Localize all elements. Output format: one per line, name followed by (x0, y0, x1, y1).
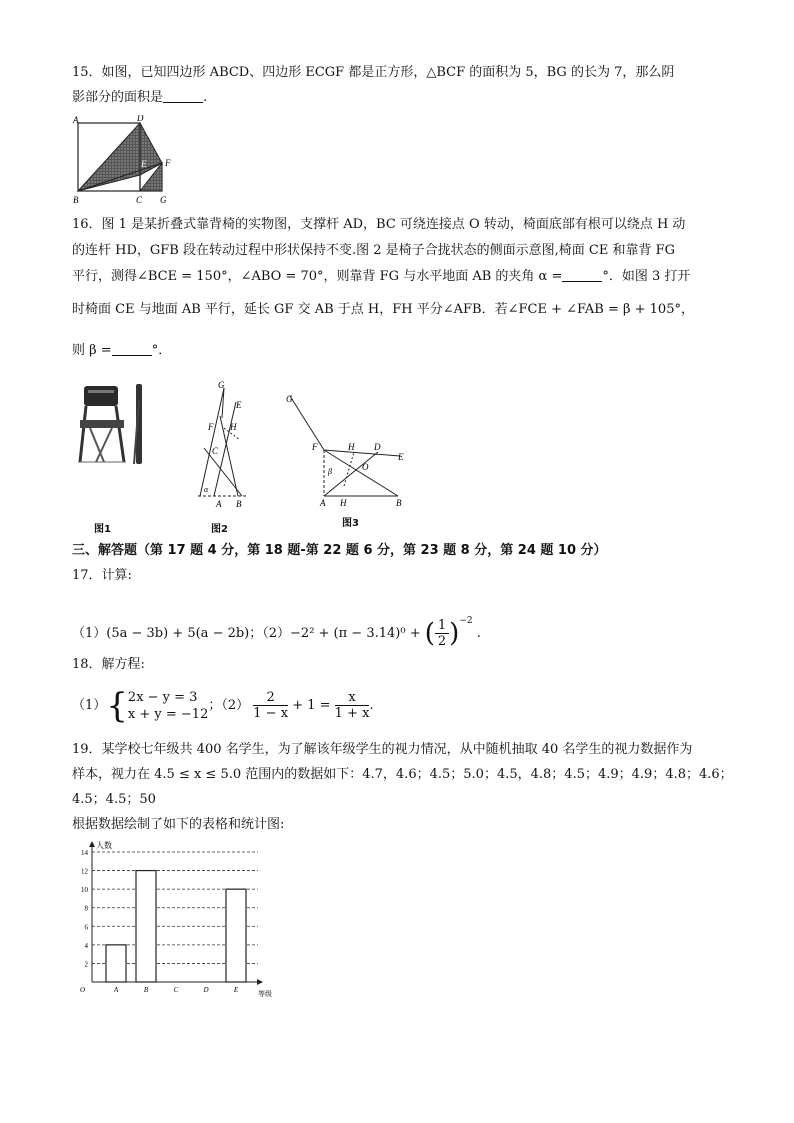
q15-figure (70, 115, 180, 207)
q17-part1-2: （1）(5a − 3b) + 5(a − 2b)；（2）−2² + (π − 3.14)⁰ + (72, 626, 421, 641)
fig3-label: E (398, 452, 404, 462)
q15-label: G (160, 195, 167, 205)
y-tick-label: 8 (84, 904, 88, 913)
q18-frac1-num: 2 (253, 690, 288, 706)
q19-line4: 根据数据绘制了如下的表格和统计图: (72, 817, 285, 832)
q16-line5 (72, 340, 722, 362)
fig3-label: B (396, 498, 402, 508)
q18-title: 18．解方程: (72, 657, 145, 672)
q18-frac2-num: x (335, 690, 370, 706)
fig3-caption: 图3 (342, 518, 359, 529)
y-tick-label: 14 (81, 849, 88, 857)
fig3-label: β (328, 467, 332, 476)
bar-A (106, 945, 126, 982)
fig3-diagram (282, 388, 410, 510)
q17-frac-num: 1 (435, 618, 449, 634)
fig2-label: C (212, 446, 219, 456)
q18-frac1 (253, 690, 288, 721)
fig3-label: G (286, 394, 293, 404)
q18-end: . (369, 698, 374, 713)
y-tick-label: 10 (81, 886, 88, 895)
x-tick-label: E (233, 986, 239, 994)
origin-label: O (80, 986, 86, 994)
q18-sep: ；（2） (208, 698, 250, 713)
x-axis-arrow (257, 979, 263, 985)
fig3-label: D (374, 442, 381, 452)
section3-title: 三、解答题（第 17 题 4 分，第 18 题-第 22 题 6 分，第 23 题 8 分，第 24 题 10 分） (72, 543, 607, 558)
bar-E (226, 889, 246, 982)
q17-title: 17．计算: (72, 568, 132, 583)
q18-equations: （1）{ 2x − y = 3 x + y = −12 ；（2） $\frac{2}{1 - x}$ + 1 = $\frac{x}{1 + x}$ . (72, 685, 374, 726)
x-tick-label: A (113, 986, 119, 994)
y-axis-arrow (89, 841, 95, 847)
q16-line5a: 则 β = (72, 343, 112, 358)
q18-eq1: 2x − y = 3 (127, 689, 198, 705)
q17-expression: （1）(5a − 3b) + 5(a − 2b)；（2）−2² + (π − 3.14)⁰ + ( $\frac{1}{2}$ )$^{-2}$ . (72, 616, 481, 649)
q15-label: D (137, 115, 144, 123)
q15-line2-text: 影部分的面积是 (72, 90, 164, 105)
q17-exponent: −2 (459, 616, 473, 626)
fig1-caption: 图1 (94, 524, 111, 535)
q15-line2 (72, 87, 722, 109)
q15-label: B (73, 195, 79, 205)
fig2-label: A (216, 499, 222, 509)
fig3-label: H (348, 442, 355, 452)
bar-B (136, 871, 156, 982)
q18-frac2-den: 1 + x (334, 706, 370, 721)
fig3-label: A (320, 498, 326, 508)
q17-frac-den: 2 (437, 634, 447, 649)
q15-label: F (165, 158, 171, 168)
vision-bar-chart (70, 838, 290, 1000)
x-tick-label: D (203, 986, 209, 994)
q18-frac2 (335, 690, 370, 721)
y-tick-label: 6 (84, 923, 88, 932)
q16-beta-blank[interactable] (112, 341, 152, 356)
fig3-label: H (340, 498, 347, 508)
q15-answer-blank[interactable] (163, 88, 203, 103)
q18-part1-label: （1） (72, 698, 107, 713)
q15-end: . (203, 90, 208, 105)
q19-line1: 19．某学校七年级共 400 名学生，为了解该年级学生的视力情况，从中随机抽取 40 名学生的视力数据作为 (72, 742, 693, 757)
fig2-label: F (208, 422, 214, 432)
q17-fraction (435, 618, 449, 649)
q15-line1: 15．如图，已知四边形 ABCD、四边形 ECGF 都是正方形，△BCF 的面积为 5，BG 的长为 7，那么阴 (72, 65, 675, 80)
fig3-label: F (312, 442, 318, 452)
q19-line2: 样本，视力在 4.5 ≤ x ≤ 5.0 范围内的数据如下：4.7，4.6；4.5；5.0；4.5，4.8；4.5；4.9；4.9；4.8；4.6； (72, 767, 733, 782)
q18-frac1-den: 1 − x (253, 706, 289, 721)
q16-line4: 时椅面 CE 与地面 AB 平行，延长 GF 交 AB 于点 H，FH 平分∠AFB．若∠FCE + ∠FAB = β + 105°， (72, 302, 694, 317)
q15-label: E (141, 159, 147, 169)
fig2-label: H (230, 422, 237, 432)
fig2-label: E (236, 400, 242, 410)
q16-line1: 16．图 1 是某折叠式靠背椅的实物图，支撑杆 AD，BC 可绕连接点 O 转动，椅面底部有根可以绕点 H 动 (72, 217, 686, 232)
q16-line3a: 平行，测得∠BCE = 150°，∠ABO = 70°，则靠背 FG 与水平地面 AB 的夹角 α = (72, 269, 563, 284)
q17-end: . (476, 626, 481, 641)
fig2-caption: 图2 (211, 524, 228, 535)
q16-line2: 的连杆 HD，GFB 段在转动过程中形状保持不变.图 2 是椅子合拢状态的侧面示意图,椅面 CE 和靠背 FG (72, 243, 676, 258)
q16-alpha-blank[interactable] (562, 267, 602, 282)
q16-line5b: °． (151, 343, 172, 358)
q15-label: C (136, 195, 143, 205)
y-axis-label: 人数 (96, 841, 112, 850)
y-tick-label: 2 (84, 960, 88, 969)
q16-line3 (72, 266, 722, 288)
y-tick-label: 12 (81, 867, 88, 876)
q18-eq2: x + y = −12 (127, 706, 209, 722)
q18-mid: + 1 = (292, 698, 331, 713)
y-tick-label: 4 (84, 941, 88, 950)
q18-system (128, 689, 208, 723)
x-axis-label: 等级 (258, 990, 272, 998)
chair-photo (72, 380, 162, 470)
fig2-label: G (218, 380, 225, 390)
x-tick-label: B (143, 986, 149, 994)
fig3-label: O (362, 462, 369, 472)
q16-line3b: °．如图 3 打开 (602, 269, 691, 284)
fig2-label: B (236, 499, 242, 509)
x-tick-label: C (173, 986, 179, 994)
fig2-diagram (190, 378, 260, 513)
q19-line3: 4.5；4.5；50 (72, 792, 156, 807)
fig2-label: α (204, 485, 209, 494)
q15-label: A (73, 115, 79, 125)
